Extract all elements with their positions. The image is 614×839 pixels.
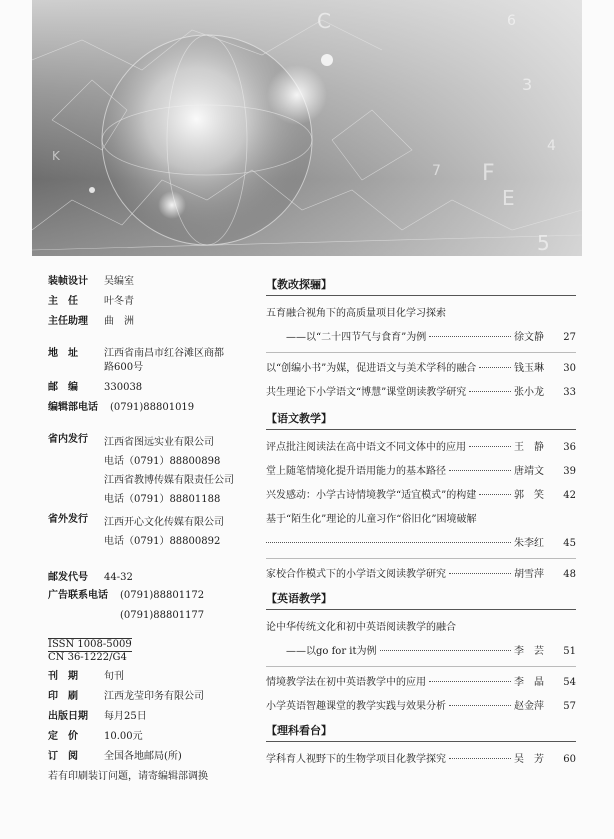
pub-date-value: 每月25日 — [104, 711, 147, 722]
toc-entry-author: 李 芸 — [514, 646, 544, 657]
toc-entry-page: 42 — [563, 490, 576, 501]
pub-date-row — [48, 710, 248, 724]
overseas-line: 江西开心文化传媒有限公司 — [104, 517, 224, 528]
toc-entry[interactable] — [266, 436, 576, 460]
toc-entry-page: 45 — [563, 538, 576, 549]
toc-entry-author: 张小龙 — [514, 387, 544, 398]
toc-entry-title: 家校合作模式下的小学语文阅读教学研究 — [266, 569, 446, 580]
toc-entry-page: 39 — [563, 466, 576, 477]
address-line: 江西省南昌市红谷滩区商都 — [104, 348, 224, 359]
toc-entry-title: ——以“二十四节气与食育”为例 — [286, 332, 427, 343]
toc-entry-title[interactable]: 五育融合视角下的高质量项目化学习探索 — [266, 308, 446, 319]
ad-phone-value — [120, 586, 204, 626]
cover-image — [32, 0, 582, 256]
toc-entry-title: 学科育人视野下的生物学项目化教学探究 — [266, 754, 446, 765]
leader-dots — [380, 650, 512, 651]
masthead-column — [48, 275, 248, 632]
domestic-line: 电话（0791）88800898 — [104, 456, 221, 467]
period-label: 刊 期 — [48, 671, 78, 682]
domestic-line: 江西省教博传媒有限责任公司 — [104, 475, 234, 486]
leader-dots — [266, 542, 511, 543]
divider — [266, 558, 576, 559]
printer-value: 江西龙莹印务有限公司 — [104, 691, 204, 702]
toc-entry[interactable] — [266, 460, 576, 484]
notice-row — [48, 770, 248, 784]
toc-entry-page: 48 — [563, 569, 576, 580]
toc-entry-title: 共生理论下小学语文“博慧”课堂朗读教学研究 — [266, 387, 467, 398]
leader-dots — [429, 336, 511, 337]
toc-entry-page: 30 — [563, 363, 576, 374]
price-label: 定 价 — [48, 731, 78, 742]
toc-entry-author: 徐文静 — [514, 332, 544, 343]
address-row — [48, 347, 248, 375]
toc-entry-author: 王 静 — [514, 442, 544, 453]
notice-text: 若有印刷装订问题，请寄编辑部调换 — [48, 771, 208, 782]
editorial-phone-row — [48, 401, 248, 415]
toc-entry-page: 57 — [563, 701, 576, 712]
period-row — [48, 670, 248, 684]
masthead-label: 主 任 — [48, 296, 78, 307]
domestic-value — [104, 433, 234, 509]
subscribe-value: 全国各地邮局(所) — [104, 751, 182, 762]
svg-text:7: 7 — [432, 163, 441, 179]
cn-number: CN 36-1222/G4 — [48, 651, 132, 664]
toc-entry-page: 33 — [563, 387, 576, 398]
domestic-line: 江西省图远实业有限公司 — [104, 437, 214, 448]
postcode-value: 330038 — [104, 382, 143, 393]
masthead-row — [48, 275, 248, 289]
mail-code-row — [48, 571, 248, 585]
toc-entry[interactable] — [266, 671, 576, 695]
leader-dots — [449, 573, 511, 574]
toc-entry-title: ——以go for it为例 — [286, 646, 377, 657]
leader-dots — [479, 494, 511, 495]
ad-phone-label: 广告联系电话 — [48, 590, 108, 601]
price-value: 10.00元 — [104, 731, 143, 742]
table-of-contents — [266, 275, 576, 772]
mail-code-label: 邮发代号 — [48, 572, 88, 583]
ad-phone-line: (0791)88801172 — [120, 590, 205, 601]
toc-entry-page: 27 — [563, 332, 576, 343]
toc-entry-page: 51 — [563, 646, 576, 657]
toc-entry-author: 李 晶 — [514, 677, 544, 688]
toc-entry[interactable] — [266, 381, 576, 405]
svg-text:3: 3 — [522, 75, 533, 94]
masthead-value: 曲 洲 — [104, 316, 134, 327]
leader-dots — [449, 758, 511, 759]
toc-entry-title[interactable]: 基于“陌生化”理论的儿童习作“俗旧化”困境破解 — [266, 514, 477, 525]
toc-entry-author: 胡雪萍 — [514, 569, 544, 580]
overseas-label: 省外发行 — [48, 514, 88, 525]
leader-dots — [479, 367, 511, 368]
toc-entry-author: 唐靖文 — [514, 466, 544, 477]
ad-phone-row — [48, 589, 248, 626]
toc-entry-title: 兴发感动：小学古诗情境教学“适宜模式”的构建 — [266, 490, 477, 501]
domestic-row — [48, 433, 248, 509]
svg-text:K: K — [52, 149, 60, 163]
divider — [266, 352, 576, 353]
toc-entry[interactable] — [266, 563, 576, 587]
leader-dots — [449, 705, 511, 706]
svg-text:6: 6 — [507, 13, 516, 29]
price-row — [48, 730, 248, 744]
toc-entry[interactable] — [266, 748, 576, 772]
mail-code-value: 44-32 — [104, 572, 133, 583]
period-value: 旬刊 — [104, 671, 124, 682]
svg-text:C: C — [317, 9, 331, 33]
toc-entry-page: 60 — [563, 754, 576, 765]
printer-row — [48, 690, 248, 704]
issn-block — [48, 638, 132, 664]
svg-text:4: 4 — [547, 138, 556, 154]
subscribe-label: 订 阅 — [48, 751, 78, 762]
masthead-row — [48, 315, 248, 329]
publication-info — [48, 670, 248, 790]
leader-dots — [469, 391, 511, 392]
divider — [266, 666, 576, 667]
svg-text:F: F — [482, 161, 495, 186]
pub-date-label: 出版日期 — [48, 711, 88, 722]
toc-entry-title: 以“创编小书”为媒，促进语文与美术学科的融合 — [266, 363, 477, 374]
toc-entry-author: 郭 笑 — [514, 490, 544, 501]
toc-entry[interactable] — [266, 640, 576, 664]
overseas-line: 电话（0791）88800892 — [104, 536, 221, 547]
toc-entry[interactable] — [266, 326, 576, 350]
leader-dots — [429, 681, 511, 682]
section-heading: 【教改探骊】 — [266, 275, 576, 296]
editorial-phone-value: (0791)88801019 — [110, 402, 195, 413]
svg-text:5: 5 — [537, 231, 550, 255]
toc-entry[interactable] — [266, 484, 576, 508]
toc-entry-title: 堂上随笔情境化提升语用能力的基本路径 — [266, 466, 446, 477]
postcode-label: 邮 编 — [48, 382, 78, 393]
domestic-label: 省内发行 — [48, 434, 88, 445]
section-heading: 【英语教学】 — [266, 589, 576, 610]
toc-entry[interactable] — [266, 695, 576, 719]
editorial-phone-label: 编辑部电话 — [48, 402, 98, 413]
masthead-value: 叶冬青 — [104, 296, 134, 307]
toc-entry-title: 情境教学法在初中英语教学中的应用 — [266, 677, 426, 688]
cover-graphic — [32, 0, 582, 256]
leader-dots — [449, 470, 511, 471]
leader-dots — [469, 446, 511, 447]
masthead-label: 主任助理 — [48, 316, 88, 327]
overseas-row — [48, 513, 248, 551]
toc-entry[interactable] — [266, 532, 576, 556]
svg-text:E: E — [502, 186, 515, 210]
address-value — [104, 347, 224, 375]
subscribe-row — [48, 750, 248, 764]
toc-entry-author: 吴 芳 — [514, 754, 544, 765]
masthead-value: 吴编室 — [104, 276, 134, 287]
toc-entry-title: 小学英语智趣课堂的教学实践与效果分析 — [266, 701, 446, 712]
address-label: 地 址 — [48, 348, 78, 359]
masthead-row — [48, 295, 248, 309]
toc-entry-author: 朱李红 — [514, 538, 544, 549]
toc-entry-title[interactable]: 论中华传统文化和初中英语阅读教学的融合 — [266, 622, 456, 633]
printer-label: 印 刷 — [48, 691, 78, 702]
toc-entry-title: 评点批注阅读法在高中语文不同文体中的应用 — [266, 442, 466, 453]
issn-number: ISSN 1008-5009 — [48, 639, 132, 650]
masthead-label: 装帧设计 — [48, 276, 88, 287]
ad-phone-line: (0791)88801177 — [120, 610, 205, 621]
toc-entry-page: 36 — [563, 442, 576, 453]
section-heading: 【理科看台】 — [266, 721, 576, 742]
section-heading: 【语文教学】 — [266, 409, 576, 430]
toc-entry[interactable] — [266, 357, 576, 381]
address-line: 路600号 — [104, 362, 144, 373]
postcode-row — [48, 381, 248, 395]
toc-entry-author: 钱玉琳 — [514, 363, 544, 374]
overseas-value — [104, 513, 224, 551]
toc-entry-page: 54 — [563, 677, 576, 688]
toc-entry-author: 赵金萍 — [514, 701, 544, 712]
domestic-line: 电话（0791）88801188 — [104, 494, 221, 505]
